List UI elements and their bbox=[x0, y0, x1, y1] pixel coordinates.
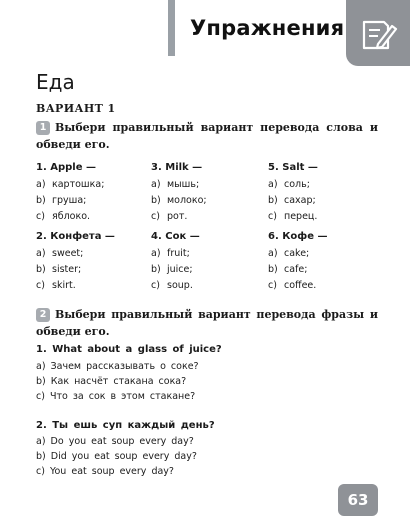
task-number-badge: 2 bbox=[36, 308, 50, 322]
option-row: a) мышь; bbox=[151, 179, 200, 190]
option-row: c) coffee. bbox=[268, 280, 317, 291]
variant-label: ВАРИАНТ 1 bbox=[36, 102, 116, 115]
question-2: 2. Ты ешь суп каждый день? bbox=[36, 420, 215, 431]
page-title: Упражнения bbox=[190, 16, 345, 40]
option-row: b) juice; bbox=[151, 264, 193, 275]
option-row: a) cake; bbox=[268, 248, 310, 259]
word-konfeta: 2. Конфета — bbox=[36, 231, 115, 242]
task-2-instruction bbox=[36, 306, 378, 340]
option-row: a) картошка; bbox=[36, 179, 105, 190]
option-row: b) sister; bbox=[36, 264, 82, 275]
option-row: a) соль; bbox=[268, 179, 310, 190]
answer-option: a) Do you eat soup every day? bbox=[36, 436, 194, 447]
option-row: c) яблоко. bbox=[36, 211, 91, 222]
task-1-instruction bbox=[36, 119, 378, 153]
answer-option: b) Как насчёт стакана сока? bbox=[36, 376, 187, 387]
task-number-badge: 1 bbox=[36, 121, 50, 135]
option-row: c) рот. bbox=[151, 211, 188, 222]
option-row: b) сахар; bbox=[268, 195, 316, 206]
answer-option: c) Что за сок в этом стакане? bbox=[36, 391, 196, 402]
option-row: c) soup. bbox=[151, 280, 193, 291]
option-row: b) молоко; bbox=[151, 195, 207, 206]
option-row: a) sweet; bbox=[36, 248, 84, 259]
option-row: a) fruit; bbox=[151, 248, 190, 259]
word-milk: 3. Milk — bbox=[151, 162, 203, 173]
option-row: c) перец. bbox=[268, 211, 318, 222]
pencil-notebook-icon bbox=[356, 14, 400, 54]
word-apple: 1. Apple — bbox=[36, 162, 96, 173]
word-sok: 4. Сок — bbox=[151, 231, 200, 242]
answer-option: b) Did you eat soup every day? bbox=[36, 451, 197, 462]
page-number: 63 bbox=[338, 484, 378, 516]
task-1-text: Выбери правильный вариант перевода слова и обведи его. bbox=[36, 121, 378, 151]
option-row: b) cafe; bbox=[268, 264, 308, 275]
header-accent-stripe bbox=[168, 0, 175, 56]
header-icon-tab bbox=[346, 0, 410, 66]
answer-option: c) You eat soup every day? bbox=[36, 466, 174, 477]
option-row: c) skirt. bbox=[36, 280, 76, 291]
word-kofe: 6. Кофе — bbox=[268, 231, 328, 242]
task-2-text: Выбери правильный вариант перевода фразы и обведи его. bbox=[36, 308, 378, 338]
question-1: 1. What about a glass of juice? bbox=[36, 344, 222, 355]
word-salt: 5. Salt — bbox=[268, 162, 318, 173]
answer-option: a) Зачем рассказывать о соке? bbox=[36, 361, 199, 372]
section-title: Еда bbox=[36, 70, 75, 94]
option-row: b) груша; bbox=[36, 195, 87, 206]
